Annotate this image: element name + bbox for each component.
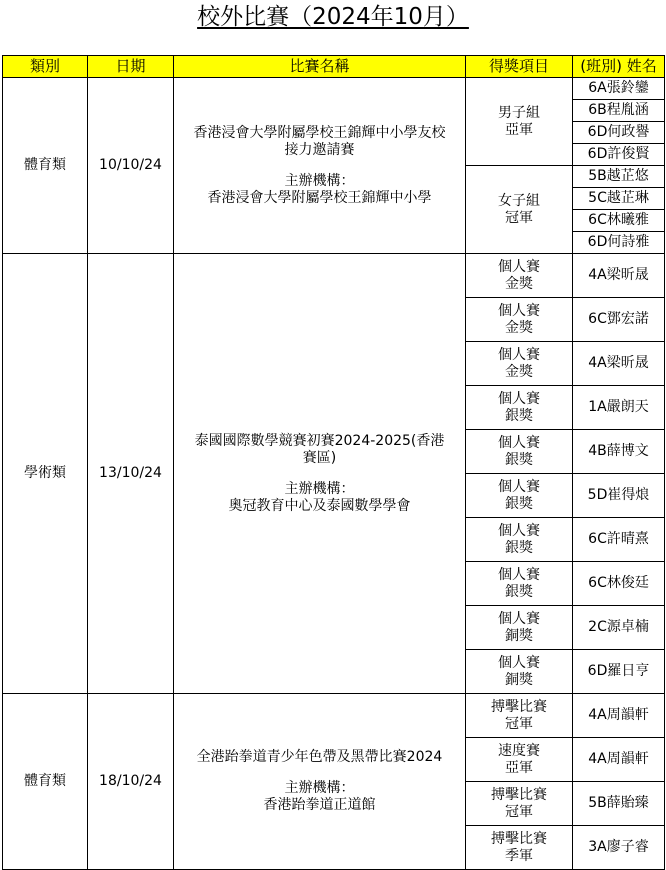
- date-cell: 18/10/24: [88, 694, 174, 870]
- student-cell: 4A周韻軒: [573, 694, 665, 738]
- award-rank: 銀獎: [505, 407, 533, 424]
- competition-name: 全港跆拳道青少年色帶及黑帶比賽2024: [196, 749, 443, 765]
- award-type: 男子組: [498, 104, 540, 121]
- award-rank: 銀獎: [505, 583, 533, 600]
- header-date: 日期: [88, 56, 174, 78]
- student-cell: 1A嚴朗天: [573, 386, 665, 430]
- date-cell: 13/10/24: [88, 254, 174, 694]
- award-type: 個人賽: [498, 566, 540, 583]
- table-row: [3, 78, 665, 100]
- award-cell: [466, 298, 573, 342]
- award-cell: [466, 342, 573, 386]
- award-type: 個人賽: [498, 258, 540, 275]
- award-cell: [466, 826, 573, 870]
- organizer-label: 主辦機構：: [284, 172, 355, 189]
- student-cell: 6B程胤涵: [573, 100, 665, 122]
- student-cell: 5C越芷琳: [573, 188, 665, 210]
- award-rank: 亞軍: [505, 121, 533, 138]
- student-cell: 6D羅日亨: [573, 650, 665, 694]
- award-type: 搏擊比賽: [491, 698, 547, 715]
- student-cell: 6C許晴熹: [573, 518, 665, 562]
- header-award: 得獎項目: [466, 56, 573, 78]
- award-cell: [466, 386, 573, 430]
- award-type: 個人賽: [498, 434, 540, 451]
- student-cell: 4A梁昕晟: [573, 254, 665, 298]
- award-cell: [466, 650, 573, 694]
- header-competition: 比賽名稱: [174, 56, 466, 78]
- award-rank: 金獎: [505, 363, 533, 380]
- student-cell: 5D崔得烺: [573, 474, 665, 518]
- award-rank: 銀獎: [505, 451, 533, 468]
- award-cell: [466, 738, 573, 782]
- header-row: [3, 56, 665, 78]
- organizer-label: 主辦機構：: [284, 780, 355, 796]
- award-cell: [466, 518, 573, 562]
- student-cell: 6C鄧宏諾: [573, 298, 665, 342]
- organizer-name: 奧冠教育中心及泰國數學學會: [228, 497, 411, 514]
- award-rank: 亞軍: [505, 759, 533, 776]
- award-type: 女子組: [498, 192, 540, 209]
- organizer-name: 香港跆拳道正道館: [263, 797, 376, 813]
- student-cell: 6D何詩雅: [573, 232, 665, 254]
- category-cell: 學術類: [3, 254, 88, 694]
- student-cell: 5B薛貽臻: [573, 782, 665, 826]
- category-cell: 體育類: [3, 694, 88, 870]
- student-cell: 6D許俊賢: [573, 144, 665, 166]
- competition-name: 泰國國際數學競賽初賽2024-2025(香港賽區): [194, 432, 445, 466]
- award-rank: 金獎: [505, 275, 533, 292]
- competition-name: 香港浸會大學附屬學校王錦輝中小學友校接力邀請賽: [193, 124, 446, 158]
- student-cell: 6D何政譽: [573, 122, 665, 144]
- award-type: 搏擊比賽: [491, 830, 547, 847]
- award-rank: 銅獎: [505, 671, 533, 688]
- award-rank: 銀獎: [505, 495, 533, 512]
- award-type: 個人賽: [498, 346, 540, 363]
- student-cell: 3A廖子睿: [573, 826, 665, 870]
- student-cell: 6C林曦雅: [573, 210, 665, 232]
- award-rank: 金獎: [505, 319, 533, 336]
- award-rank: 銀獎: [505, 539, 533, 556]
- category-cell: 體育類: [3, 78, 88, 254]
- organizer-name: 香港浸會大學附屬學校王錦輝中小學: [207, 189, 432, 206]
- award-cell: [466, 78, 573, 166]
- award-rank: 冠軍: [505, 803, 533, 820]
- award-cell: [466, 694, 573, 738]
- award-type: 個人賽: [498, 390, 540, 407]
- award-cell: [466, 782, 573, 826]
- header-students: (班別) 姓名: [573, 56, 665, 78]
- competition-cell: [174, 694, 466, 870]
- award-rank: 冠軍: [505, 715, 533, 732]
- table-row: [3, 694, 665, 738]
- award-type: 個人賽: [498, 522, 540, 539]
- competition-cell: [174, 78, 466, 254]
- student-cell: 4A梁昕晟: [573, 342, 665, 386]
- award-type: 搏擊比賽: [491, 786, 547, 803]
- award-cell: [466, 606, 573, 650]
- award-cell: [466, 430, 573, 474]
- student-cell: 4A周韻軒: [573, 738, 665, 782]
- student-cell: 4B薛博文: [573, 430, 665, 474]
- award-type: 個人賽: [498, 610, 540, 627]
- award-rank: 銅獎: [505, 627, 533, 644]
- table-row: [3, 254, 665, 298]
- page-title: 校外比賽（2024年10月）: [197, 4, 469, 30]
- organizer-label: 主辦機構：: [284, 480, 355, 497]
- award-rank: 冠軍: [505, 209, 533, 226]
- award-cell: [466, 474, 573, 518]
- award-type: 個人賽: [498, 478, 540, 495]
- award-cell: [466, 166, 573, 254]
- award-cell: [466, 562, 573, 606]
- award-type: 個人賽: [498, 302, 540, 319]
- award-type: 速度賽: [498, 742, 540, 759]
- competition-table: [2, 55, 665, 870]
- award-type: 個人賽: [498, 654, 540, 671]
- student-cell: 6A張鈴鑾: [573, 78, 665, 100]
- award-cell: [466, 254, 573, 298]
- student-cell: 6C林俊廷: [573, 562, 665, 606]
- table-body: [3, 78, 665, 870]
- date-cell: 10/10/24: [88, 78, 174, 254]
- student-cell: 5B越芷悠: [573, 166, 665, 188]
- competition-cell: [174, 254, 466, 694]
- award-rank: 季軍: [505, 847, 533, 864]
- header-category: 類別: [3, 56, 88, 78]
- student-cell: 2C源卓楠: [573, 606, 665, 650]
